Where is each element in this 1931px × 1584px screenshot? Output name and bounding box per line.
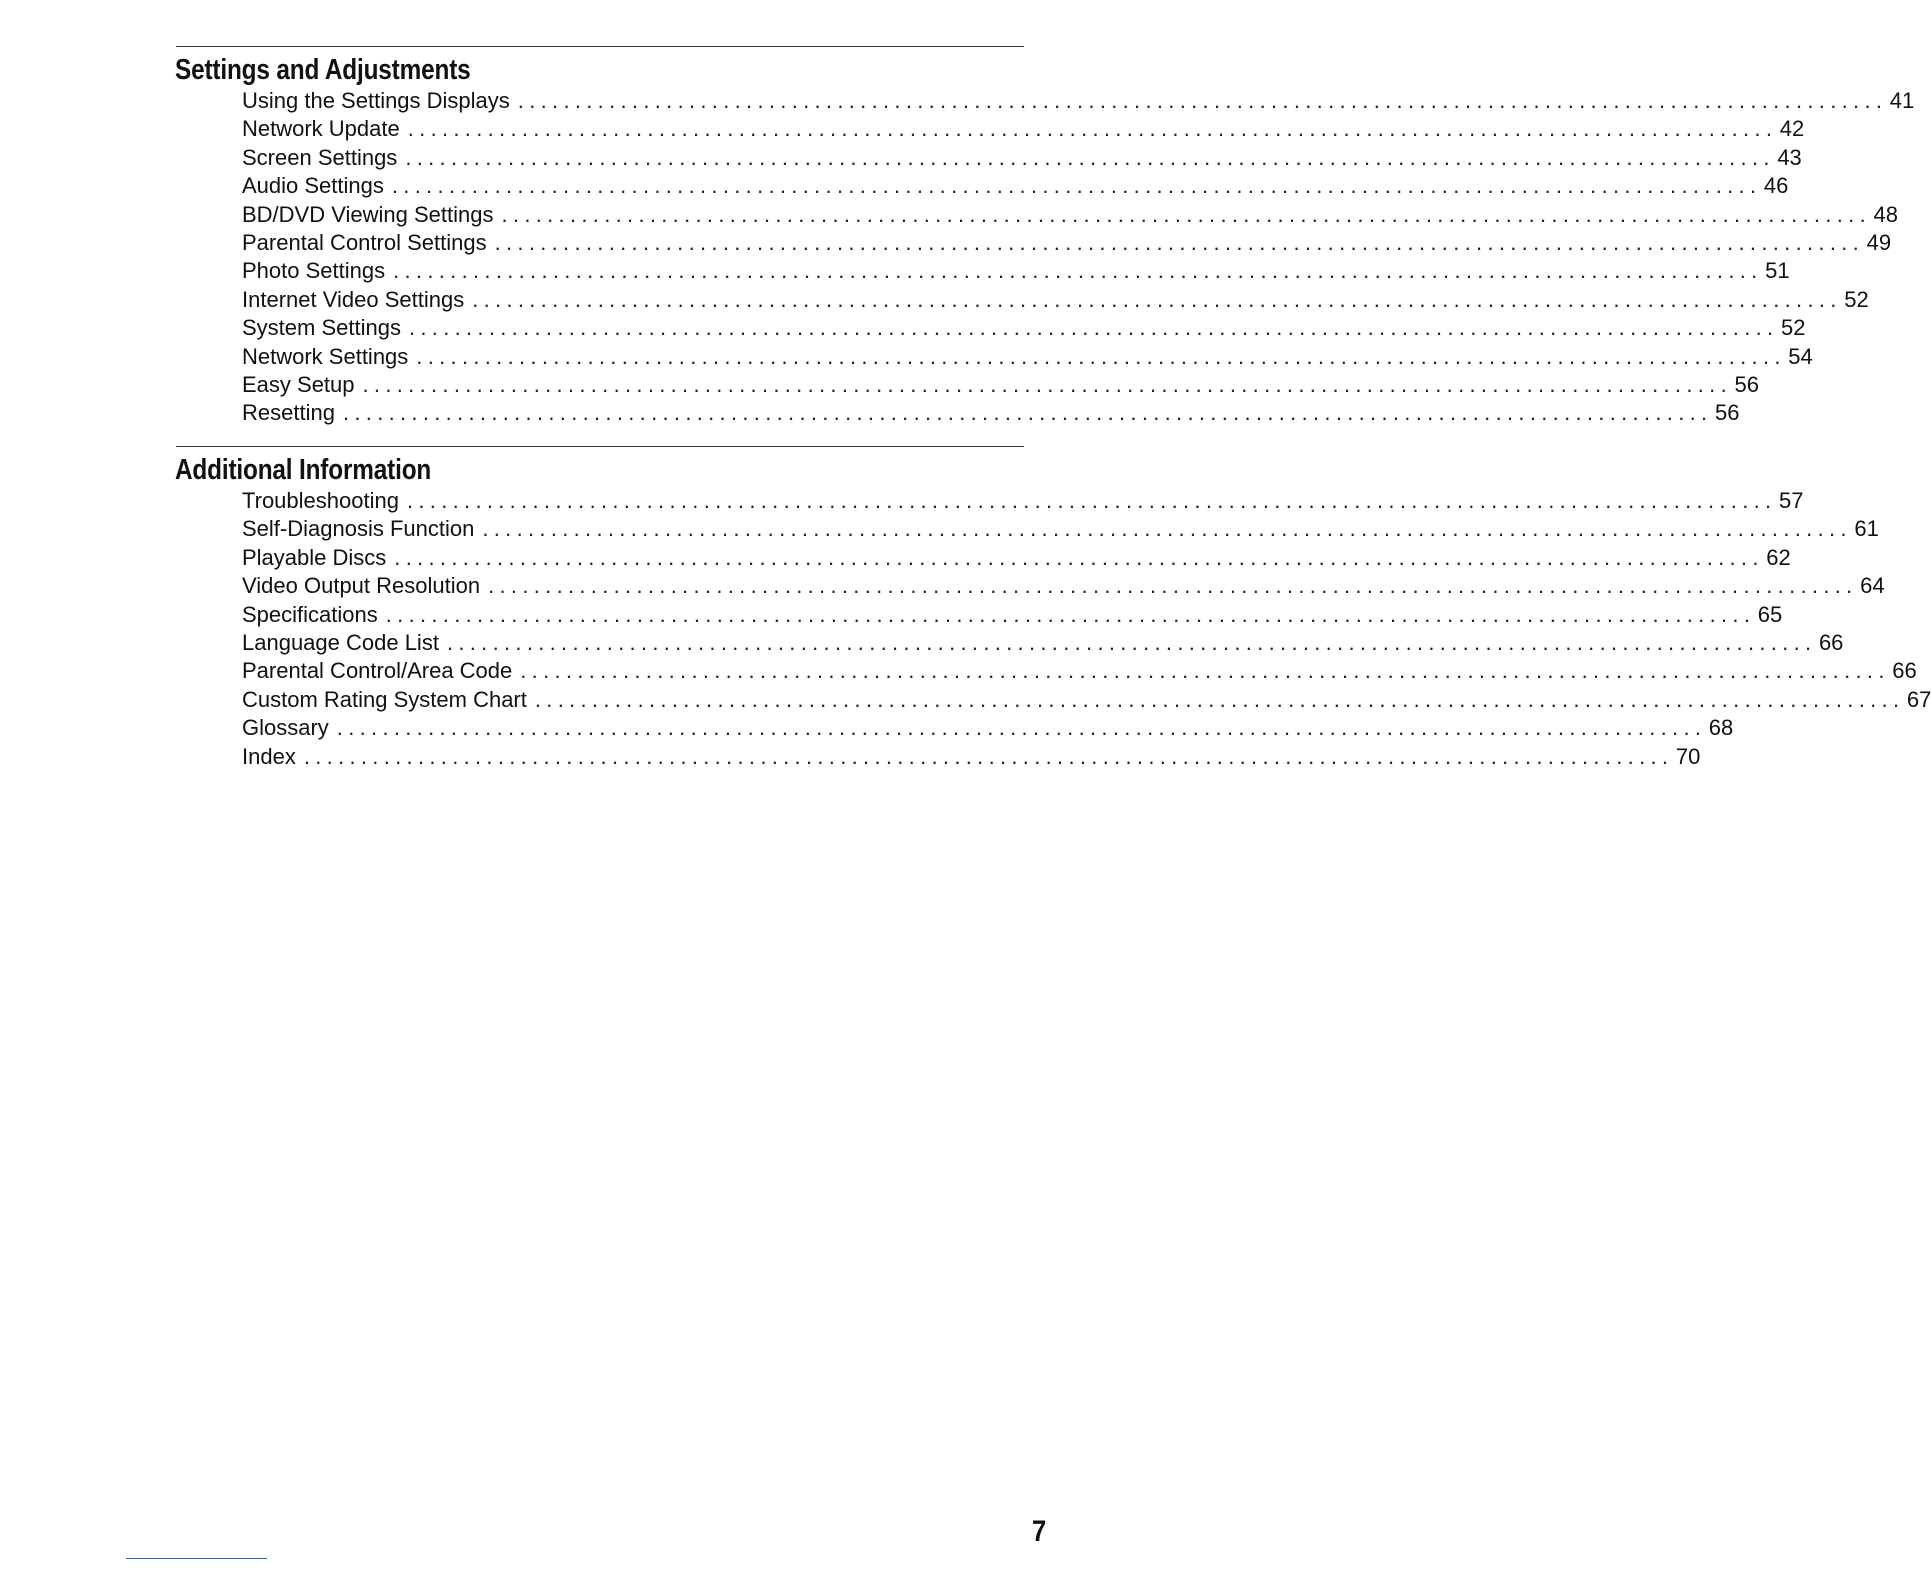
toc-entry-page: 43 (1777, 144, 1802, 170)
toc-entry-label: Network Update (242, 116, 400, 142)
dot-leader: ........................................................................................................................ (303, 743, 1674, 769)
toc-entry[interactable] (242, 629, 1844, 657)
dot-leader: ........................................................................................................................ (517, 88, 1888, 113)
toc-entry-label: Easy Setup (242, 371, 355, 397)
toc-entry[interactable] (242, 686, 1931, 714)
page-number: 7 (1032, 1515, 1047, 1548)
toc-entry[interactable] (242, 343, 1813, 371)
toc-entry-label: Playable Discs (242, 544, 387, 570)
dot-leader: ........................................................................................................................ (407, 116, 1778, 142)
toc-entry[interactable] (242, 229, 1892, 257)
dot-leader: ........................................................................................................................ (391, 173, 1762, 199)
toc-entry-page: 49 (1866, 229, 1892, 255)
dot-leader: ........................................................................................................................ (488, 573, 1858, 599)
dot-leader: ........................................................................................................................ (405, 144, 1775, 170)
toc-entry[interactable] (242, 286, 1869, 314)
toc-list (176, 487, 1931, 771)
toc-entry[interactable] (242, 87, 1915, 115)
dot-leader: ........................................................................................................................ (501, 201, 1871, 227)
toc-entry-label: Custom Rating System Chart (242, 686, 527, 712)
toc-entry-page: 64 (1860, 573, 1885, 599)
toc-entry[interactable] (242, 399, 1740, 427)
toc-entry[interactable] (242, 544, 1791, 572)
toc-entry[interactable] (242, 657, 1917, 685)
footer-divider (126, 1558, 267, 1559)
toc-entry[interactable] (242, 371, 1759, 399)
toc-entry-label: Index (242, 743, 296, 769)
dot-leader: ........................................................................................................................ (406, 488, 1777, 513)
dot-leader: ........................................................................................................................ (408, 315, 1779, 341)
dot-leader: ........................................................................................................................ (520, 658, 1890, 684)
toc-entry[interactable] (242, 601, 1783, 629)
toc-entry-label: Language Code List (242, 629, 439, 655)
toc-entry[interactable] (242, 487, 1804, 515)
dot-leader: ........................................................................................................................ (393, 258, 1763, 284)
section-settings-and-adjustments (175, 46, 1915, 428)
toc-entry[interactable] (242, 714, 1734, 742)
toc-entry-page: 52 (1780, 315, 1806, 341)
dot-leader: ........................................................................................................................ (342, 400, 1713, 426)
toc-entry-label: Parental Control/Area Code (242, 658, 513, 684)
toc-entry[interactable] (242, 144, 1802, 172)
toc-entry-page: 41 (1889, 88, 1915, 113)
toc-entry-label: Photo Settings (242, 258, 386, 284)
toc-list (176, 87, 1915, 428)
toc-entry-label: Video Output Resolution (242, 573, 481, 599)
toc-entry-page: 65 (1757, 601, 1783, 627)
toc-entry-page: 46 (1763, 173, 1789, 199)
dot-leader: ........................................................................................................................ (482, 516, 1852, 542)
toc-entry[interactable] (242, 115, 1805, 143)
toc-entry-label: Internet Video Settings (242, 286, 465, 312)
dot-leader: ........................................................................................................................ (534, 686, 1905, 712)
toc-entry[interactable] (242, 515, 1879, 543)
dot-leader: ........................................................................................................................ (394, 544, 1764, 570)
toc-entry-label: BD/DVD Viewing Settings (242, 201, 494, 227)
toc-entry[interactable] (242, 743, 1701, 771)
toc-entry-page: 48 (1873, 201, 1898, 227)
toc-entry-label: Resetting (242, 400, 335, 426)
toc-entry[interactable] (242, 572, 1885, 600)
toc-entry-label: Troubleshooting (242, 488, 399, 513)
toc-entry-label: System Settings (242, 315, 401, 341)
section-title: Settings and Adjustments (175, 54, 471, 86)
dot-leader: ........................................................................................................................ (472, 286, 1842, 312)
section-title: Additional Information (175, 454, 432, 486)
toc-entry-page: 66 (1892, 658, 1917, 684)
toc-entry-page: 68 (1708, 715, 1734, 741)
dot-leader: ........................................................................................................................ (362, 371, 1732, 397)
dot-leader: ........................................................................................................................ (336, 715, 1707, 741)
toc-entry-page: 70 (1675, 743, 1701, 769)
toc-entry-page: 57 (1778, 488, 1804, 513)
dot-leader: ........................................................................................................................ (416, 343, 1786, 369)
toc-entry-page: 42 (1779, 116, 1805, 142)
toc-entry-label: Screen Settings (242, 144, 398, 170)
section-divider (176, 46, 1024, 47)
toc-entry-page: 56 (1714, 400, 1740, 426)
dot-leader: ........................................................................................................................ (446, 629, 1817, 655)
toc-entry-label: Self-Diagnosis Function (242, 516, 475, 542)
toc-entry-label: Network Settings (242, 343, 409, 369)
toc-entry-page: 56 (1734, 371, 1759, 397)
toc-entry-label: Audio Settings (242, 173, 384, 199)
toc-entry[interactable] (242, 257, 1790, 285)
toc-entry-page: 52 (1844, 286, 1869, 312)
toc-entry-label: Using the Settings Displays (242, 88, 510, 113)
section-additional-information (175, 446, 1931, 771)
dot-leader: ........................................................................................................................ (494, 229, 1865, 255)
toc-entry[interactable] (242, 201, 1898, 229)
toc-entry-page: 66 (1818, 629, 1844, 655)
toc-entry-label: Specifications (242, 601, 378, 627)
toc-entry-label: Parental Control Settings (242, 229, 487, 255)
toc-entry-page: 61 (1854, 516, 1879, 542)
dot-leader: ........................................................................................................................ (385, 601, 1756, 627)
section-divider (176, 446, 1024, 447)
toc-entry-page: 67 (1906, 686, 1931, 712)
toc-entry-page: 62 (1766, 544, 1791, 570)
toc-entry-page: 54 (1788, 343, 1813, 369)
toc-entry-page: 51 (1765, 258, 1790, 284)
toc-entry[interactable] (242, 172, 1789, 200)
toc-entry-label: Glossary (242, 715, 329, 741)
toc-entry[interactable] (242, 314, 1806, 342)
